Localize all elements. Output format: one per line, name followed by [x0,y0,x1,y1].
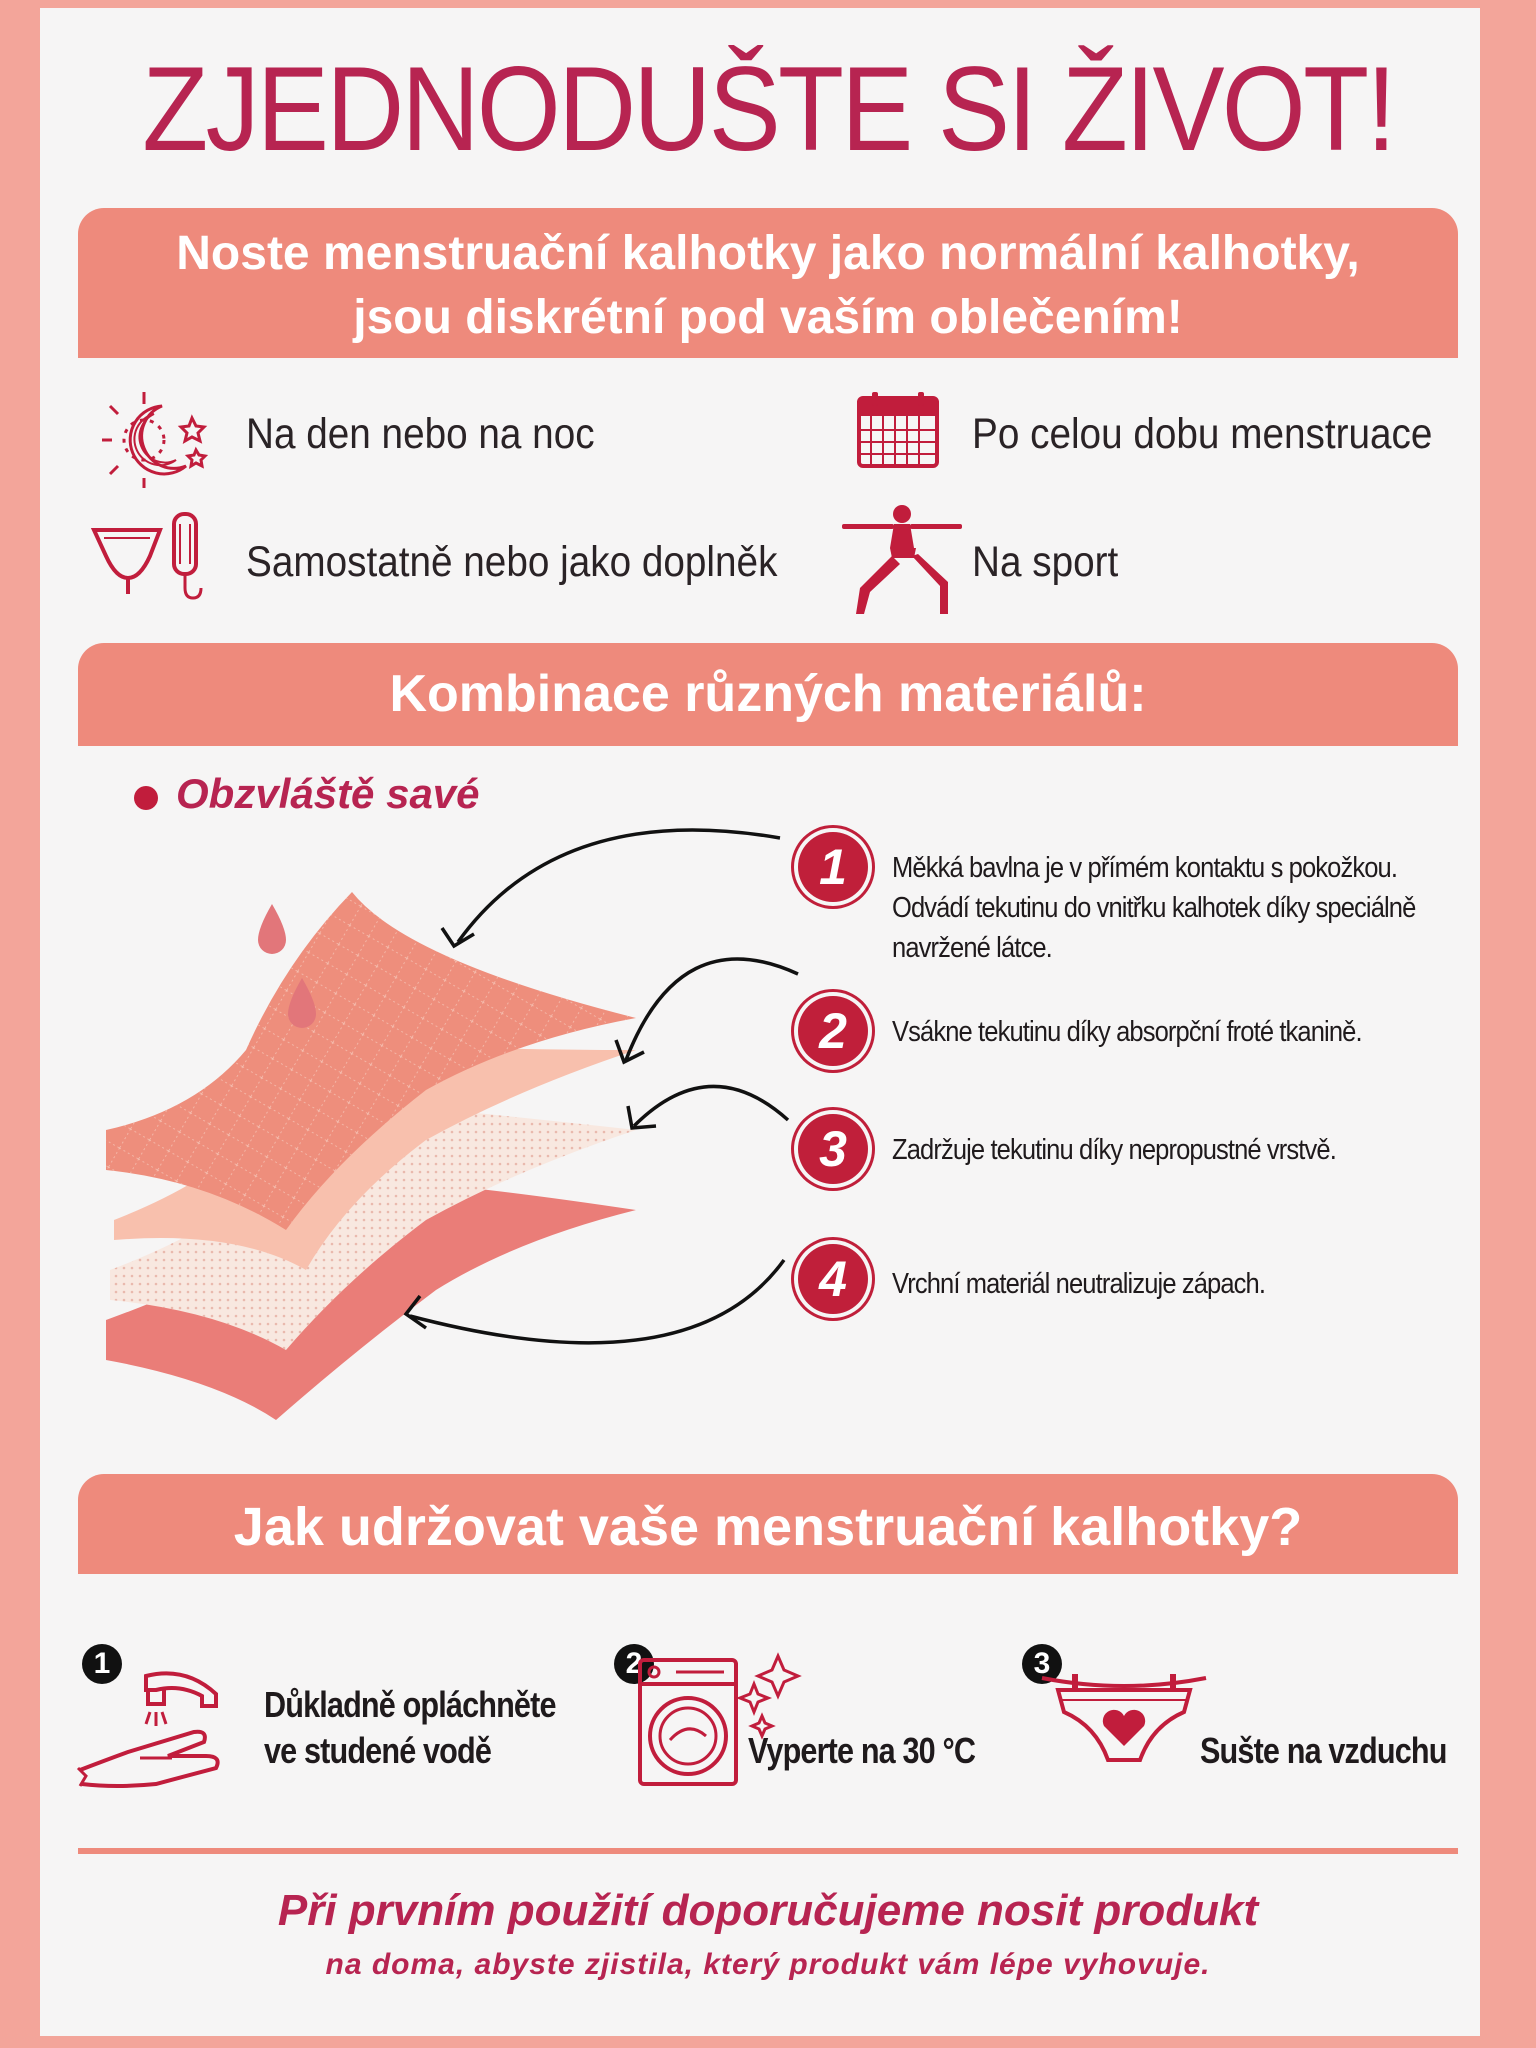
care-step-3-text: Sušte na vzduchu [1200,1730,1447,1771]
layer-badge-3: 3 [798,1114,868,1184]
layer-1-text [892,848,1416,968]
layer-badge-1: 1 [798,832,868,902]
rinse-hand-icon [76,1660,236,1790]
care-step-badge-3: 3 [1022,1644,1062,1684]
care-step-1-line-1: Důkladně opláchněte [264,1684,556,1725]
layer-1-line-3: navržené látce. [892,932,1052,964]
layer-1-line-1: Měkká bavlna je v přímém kontaktu s pokožkou. [892,852,1398,884]
feature-standalone: Samostatně nebo jako doplněk [246,538,778,586]
bullet-dot [134,786,158,810]
footer-separator [78,1848,1458,1854]
calendar-icon [856,390,940,470]
intro-line-1: Noste menstruační kalhotky jako normální kalhotky, [176,227,1360,280]
care-banner: Jak udržovat vaše menstruační kalhotky? [78,1474,1458,1574]
care-step-2-text: Vyperte na 30 °C [748,1730,976,1771]
layer-1-line-2: Odvádí tekutinu do vnitřku kalhotek díky speciálně [892,892,1416,924]
care-step-1-line-2: ve studené vodě [264,1730,492,1771]
layer-2-text: Vsákne tekutinu díky absorpční froté tkanině. [892,1016,1362,1048]
cup-tampon-icon [88,508,224,604]
feature-whole-period: Po celou dobu menstruace [972,410,1433,458]
intro-banner [78,208,1458,358]
feature-sport: Na sport [972,538,1119,586]
materials-banner: Kombinace různých materiálů: [78,643,1458,746]
footer-line-1: Při prvním použití doporučujeme nosit produkt [277,1886,1259,1935]
layer-badge-4: 4 [798,1244,868,1314]
feature-day-night: Na den nebo na noc [246,410,595,458]
absorbent-bullet: Obzvláště savé [176,770,480,817]
intro-line-2: jsou diskrétní pod vaším oblečením! [353,291,1183,344]
layer-3-text: Zadržuje tekutinu díky nepropustné vrstvě. [892,1134,1336,1166]
footer-line-2: na doma, abyste zjistila, který produkt vám lépe vyhovuje. [325,1948,1211,1981]
yoga-woman-icon [842,502,962,618]
care-step-badge-1: 1 [82,1644,122,1684]
moon-stars-icon [100,388,216,492]
layer-arrows [380,820,820,1420]
page-title: ZJEDNODUŠTE SI ŽIVOT! [142,42,1394,176]
care-step-badge-2: 2 [614,1644,654,1684]
drying-panties-icon [1040,1660,1210,1780]
care-step-1-text [264,1682,556,1774]
layer-badge-2: 2 [798,996,868,1066]
layer-4-text: Vrchní materiál neutralizuje zápach. [892,1268,1266,1300]
